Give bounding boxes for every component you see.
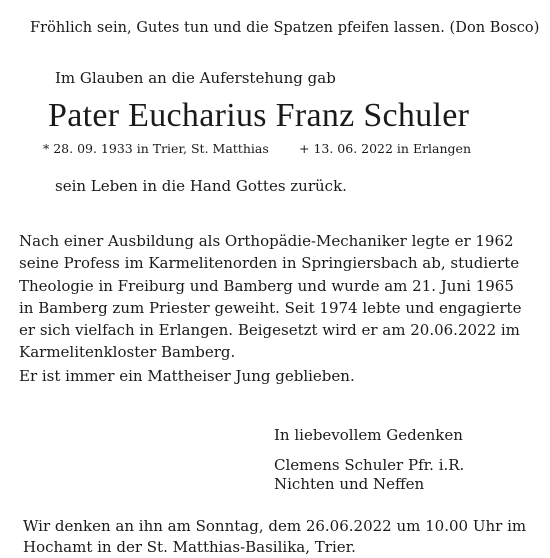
birth-date: * 28. 09. 1933 in Trier, St. Matthias [43,141,269,156]
quote-line: Fröhlich sein, Gutes tun und die Spatzen pfeifen lassen. (Don Bosco) [30,20,540,36]
deceased-name: Pater Eucharius Franz Schuler [48,97,470,134]
death-date: + 13. 06. 2022 in Erlangen [299,141,472,156]
closing-line: Er ist immer ein Mattheiser Jung geblieben. [19,367,355,385]
signoff-block [274,426,464,495]
intro-line: Im Glauben an die Auferstehung gab [55,69,336,87]
biography-line: seine Profess im Karmelitenorden in Springiersbach ab, studierte [19,254,520,273]
memorial-service-note [23,516,526,558]
biography-line: Nach einer Ausbildung als Orthopädie-Mechaniker legte er 1962 [19,232,514,250]
signoff-name: Clemens Schuler Pfr. i.R. [274,455,465,474]
biography-line: Karmelitenkloster Bamberg. [19,343,236,362]
return-line: sein Leben in die Hand Gottes zurück. [55,177,347,195]
service-line: Hochamt in der St. Matthias-Basilika, Trier. [23,538,356,556]
biography-line: in Bamberg zum Priester geweiht. Seit 1974 lebte und engagierte [19,298,522,317]
signoff-spacer [274,446,464,456]
biography-line: Theologie in Freiburg und Bamberg und wurde am 21. Juni 1965 [19,276,514,295]
service-line: Wir denken an ihn am Sonntag, dem 26.06.2022 um 10.00 Uhr im [23,517,527,535]
signoff-greeting: In liebevollem Gedenken [274,426,463,444]
biography-line: er sich vielfach in Erlangen. Beigesetzt wird er am 20.06.2022 im [19,321,520,340]
biography-paragraph [19,230,534,364]
signoff-name: Nichten und Neffen [274,475,425,493]
